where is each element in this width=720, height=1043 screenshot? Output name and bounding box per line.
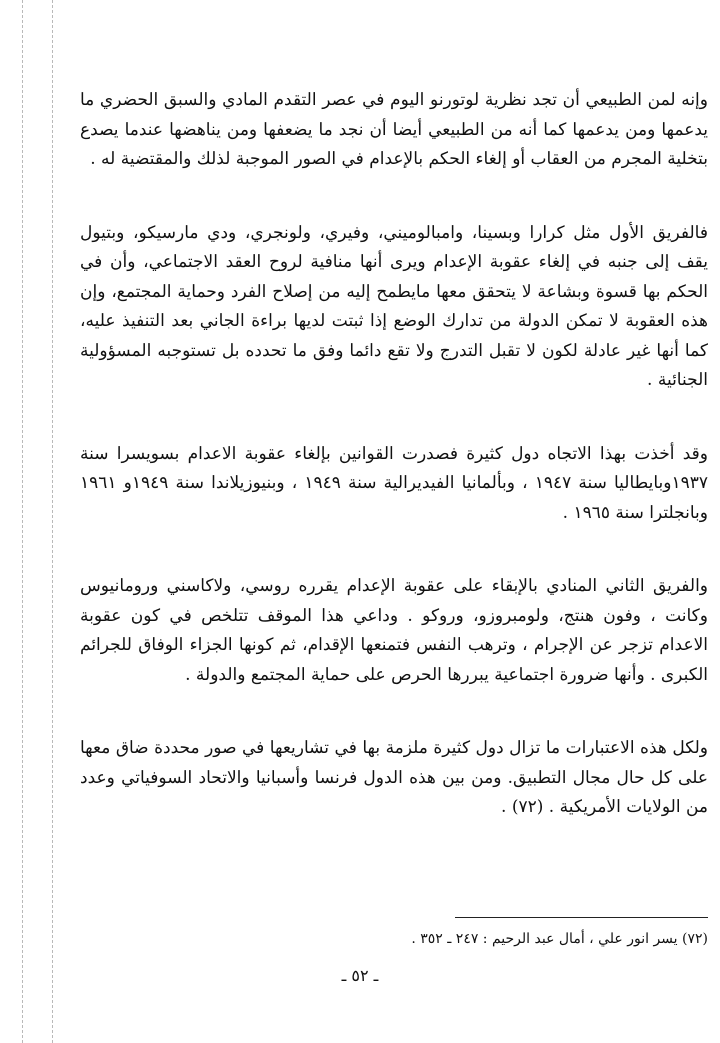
paragraph-1: وإنه لمن الطبيعي أن تجد نظرية لوتورنو اليوم في عصر التقدم المادي والسبق الحضري ما يدعمها ومن يدعمها كما أنه من الطبيعي أيضا أن نجد ما يضعفها ومن يناهضها عندما يصدع بتخلية المجرم من العقاب أو إلغاء الحكم بالإعدام في الصور الموجبة لذلك والمقتضية له .: [80, 90, 708, 169]
paragraph-3: وقد أخذت بهذا الاتجاه دول كثيرة فصدرت القوانين بإلغاء عقوبة الاعدام بسويسرا سنة ١٩٣٧وبايطاليا سنة ١٩٤٧ ، وبألمانيا الفيديرالية سنة ١٩٤٩ ، وبنيوزيلاندا سنة ١٩٤٩و ١٩٦١ وبانجلترا سنة ١٩٦٥ .: [80, 443, 708, 523]
left-margin-guide-inner: [52, 0, 53, 1043]
paragraph-5: ولكل هذه الاعتبارات ما تزال دول كثيرة ملزمة بها في تشاريعها في صور محددة ضاق معها على كل حال مجال التطبيق. ومن بين هذه الدول فرنسا وأسبانيا والاتحاد السوفياتي وعدد من الولايات الأمريكية . (٧٢) .: [80, 738, 708, 817]
body-text: [80, 86, 708, 823]
paragraph-4: والفريق الثاني المنادي بالإبقاء على عقوبة الإعدام يقرره روسي، ولاكاسني ورومانيوس وكانت ، وفون هنتج، ولومبروزو، وروكو . وداعي هذا الموقف تتلخص في كون عقوبة الاعدام تزجر عن الإجرام ، وترهب النفس فتمنعها الإقدام، ثم كونها الجزاء الوفاق للجرائم الكبرى . وأنها ضرورة اجتماعية يبررها الحرص على حماية المجتمع والدولة .: [80, 576, 708, 685]
footnote-divider: [455, 917, 708, 918]
page-number: ـ ٥٢ ـ: [341, 966, 379, 985]
left-margin-guide: [22, 0, 23, 1043]
paragraph-2: فالفريق الأول مثل كرارا وبسينا، وامبالوميني، وفيري، ولونجري، ودي مارسيكو، وبتيول يقف إلى جنبه في إلغاء عقوبة الإعدام ويرى أنها منافية لروح العقد الاجتماعي، وأن في الحكم بها قسوة وبشاعة لا يتحقق معها مايطمح إليه من إصلاح الفرد وحماية المجتمع، وإن هذه العقوبة لا تمكن الدولة من تدارك الوضع إذا ثبتت لديها براءة الجاني بعد التنفيذ عليه، كما أنها غير عادلة لكون لا تقبل التدرج ولا تقع دائما وفق ما تحدده بل تستوجبه المسؤولية الجنائية .: [80, 222, 708, 390]
footnote: (٧٢) يسر انور علي ، أمال عبد الرحيم : ٢٤٧ ـ ٣٥٢ .: [411, 931, 708, 947]
